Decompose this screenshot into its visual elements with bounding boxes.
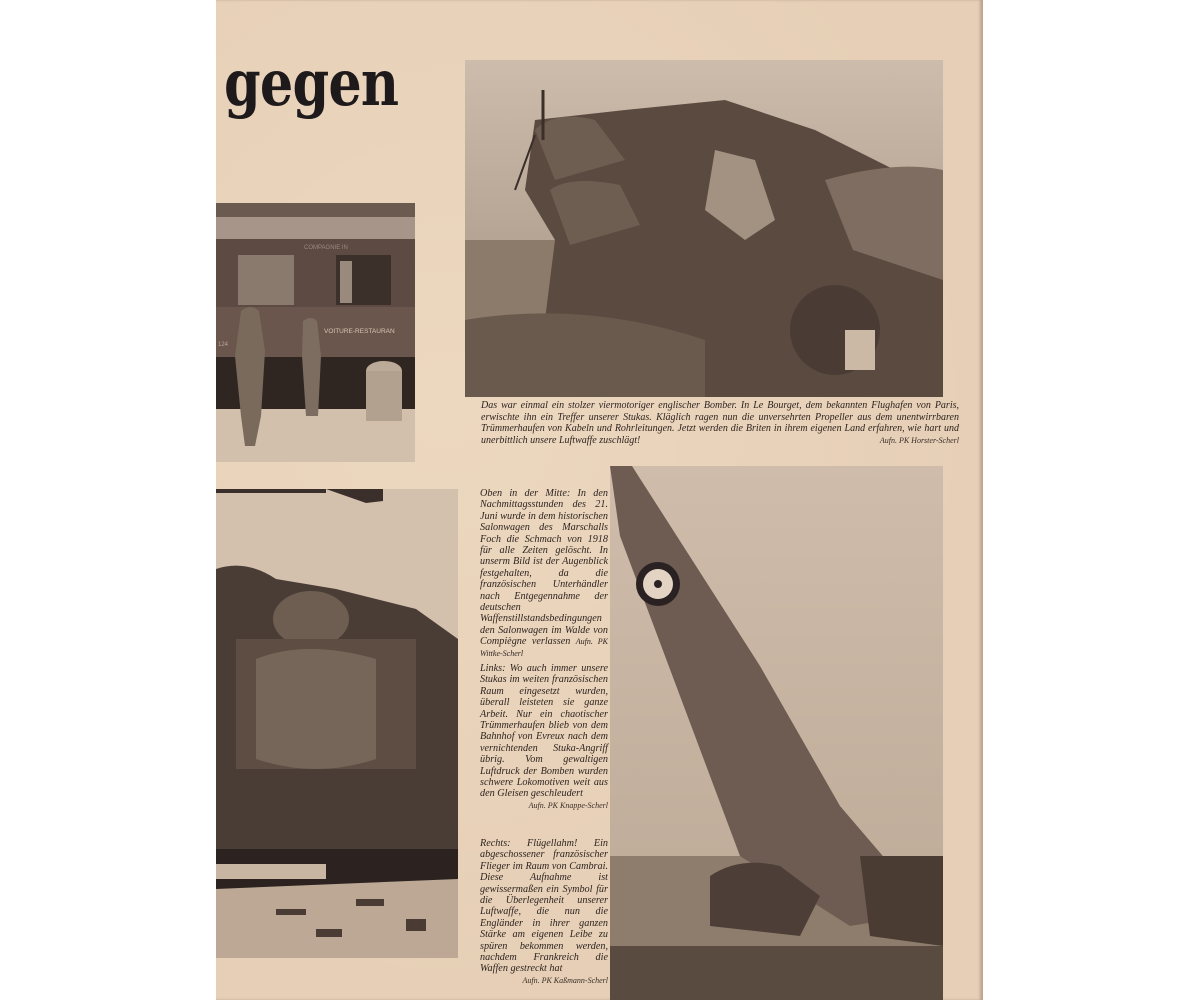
headline: gegen bbox=[224, 46, 399, 121]
magazine-page bbox=[216, 0, 983, 1000]
bomber-wreck-photo bbox=[465, 60, 943, 397]
svg-text:VOITURE-RESTAURAN: VOITURE-RESTAURAN bbox=[324, 328, 395, 335]
tail-caption bbox=[480, 838, 608, 986]
tail-photo bbox=[610, 466, 943, 1000]
svg-text:124: 124 bbox=[218, 342, 229, 348]
train-caption-text: Oben in der Mitte: In den Nachmittagsstunden des 21. Juni wurde in dem historischen Salonwagen des Marschalls Foch die Schmach von 1918 für alle Zeiten gelöscht. In unserm Bild ist der Augenblick festgehalten, da die französischen Unterhändler nach Entgegennahme der deutschen Waffenstillstandsbedingungen den Salonwagen im Walde von Compiègne verlassen bbox=[480, 488, 608, 648]
locomotive-photo bbox=[216, 489, 458, 958]
bomber-caption bbox=[481, 400, 959, 447]
bomber-photo-credit: Aufn. PK Horster-Scherl bbox=[879, 436, 959, 445]
locomotive-caption-text: Links: Wo auch immer unsere Stukas im weiten französischen Raum eingesetzt wurden, überall leisteten sie ganze Arbeit. Nur ein chaotischer Trümmerhaufen blieb von dem Bahnhof von Evreux nach dem vernichtenden Stuka-Angriff übrig. Vom gewaltigen Luftdruck der Bomben wurden schwere Lokomotiven weit aus den Gleisen geschleudert bbox=[480, 663, 608, 800]
locomotive-caption bbox=[480, 663, 608, 811]
locomotive-photo-credit: Aufn. PK Knappe-Scherl bbox=[528, 800, 608, 810]
train-photo-credit: Aufn. PK Wittke-Scherl bbox=[480, 637, 608, 658]
train-photo bbox=[216, 203, 415, 462]
bomber-caption-text: Das war einmal ein stolzer viermotoriger englischer Bomber. In Le Bourget, dem bekannten Flughafen von Paris, erwischte ihn ein Treffer unserer Stukas. Kläglich ragen nun die unversehrten Propeller aus dem unentwirrbaren Trümmerhaufen von Kabeln und Rohrleitungen. Jetzt werden die Briten in ihrem eigenen Land erfahren, wie hart und unerbittlich unsere Luftwaffe zuschlägt! bbox=[481, 400, 959, 446]
svg-text:COMPAGNIE IN: COMPAGNIE IN bbox=[304, 245, 348, 251]
tail-photo-credit: Aufn. PK Kaßmann-Scherl bbox=[522, 975, 608, 985]
train-caption bbox=[480, 488, 608, 659]
tail-caption-text: Rechts: Flügellahm! Ein abgeschossener französischer Flieger im Raum von Cambrai. Diese Aufnahme ist gewissermaßen ein Symbol für die Überlegenheit unserer Luftwaffe, die nun die Engländer in ihrer ganzen Stärke am eigenen Leibe zu spüren bekommen werden, nachdem Frankreich die Waffen gestreckt hat bbox=[480, 838, 608, 975]
